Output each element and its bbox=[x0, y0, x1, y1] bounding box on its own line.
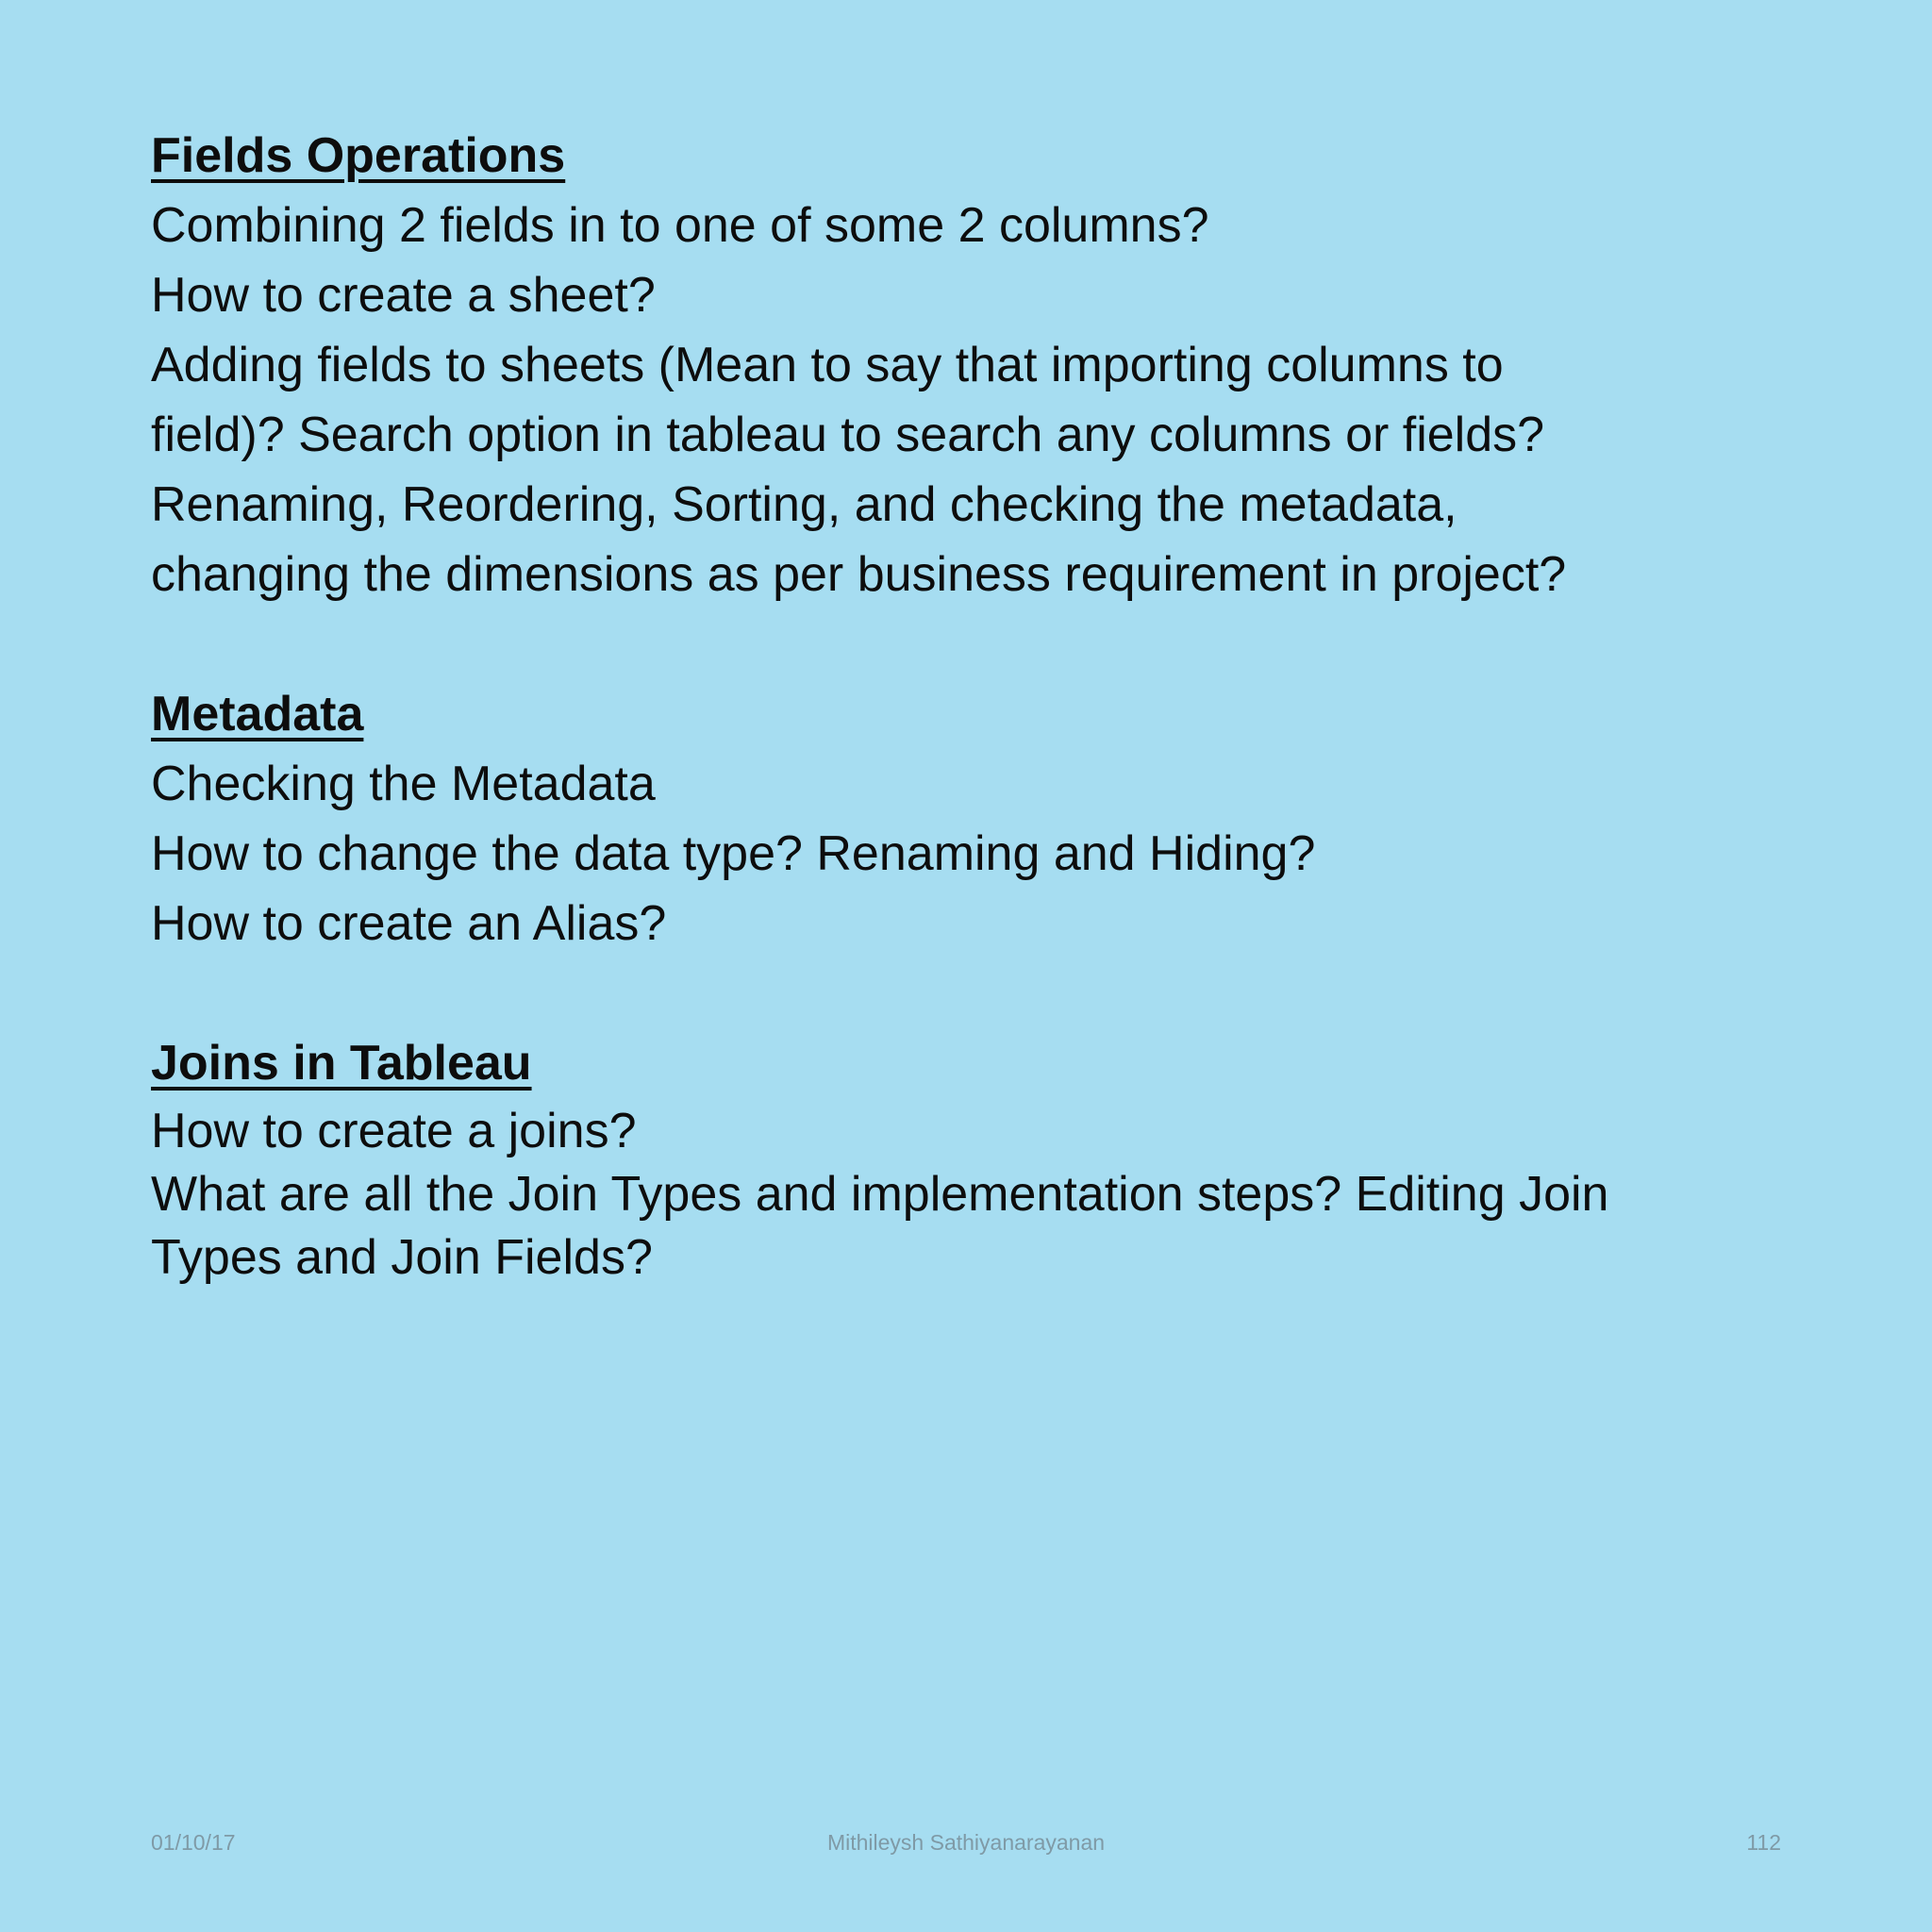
section-joins-in-tableau bbox=[151, 1028, 1774, 1290]
section-line: Checking the Metadata bbox=[151, 757, 656, 811]
section-line: Combining 2 fields in to one of some 2 columns? bbox=[151, 198, 1209, 253]
section-line: changing the dimensions as per business requirement in project? bbox=[151, 547, 1567, 602]
section-line: How to create a joins? bbox=[151, 1104, 637, 1158]
footer-author: Mithileysh Sathiyanarayanan bbox=[826, 1830, 1106, 1855]
section-line: How to create an Alias? bbox=[151, 896, 667, 951]
section-line: Adding fields to sheets (Mean to say that importing columns to bbox=[151, 338, 1504, 392]
footer-date: 01/10/17 bbox=[151, 1830, 236, 1855]
section-title-joins-in-tableau: Joins in Tableau bbox=[151, 1036, 532, 1091]
section-title-metadata: Metadata bbox=[151, 687, 364, 741]
section-fields-operations bbox=[151, 121, 1774, 609]
section-title-fields-operations: Fields Operations bbox=[151, 128, 566, 183]
section-line: Types and Join Fields? bbox=[151, 1230, 653, 1285]
footer-page-number: 112 bbox=[1746, 1830, 1781, 1855]
section-line: How to create a sheet? bbox=[151, 268, 656, 323]
section-line: How to change the data type? Renaming and Hiding? bbox=[151, 826, 1316, 881]
section-spacer bbox=[151, 958, 1774, 1028]
section-line: Renaming, Reordering, Sorting, and checking the metadata, bbox=[151, 477, 1457, 532]
section-spacer bbox=[151, 609, 1774, 679]
section-metadata bbox=[151, 679, 1774, 958]
section-line: What are all the Join Types and implementation steps? Editing Join bbox=[151, 1167, 1609, 1222]
slide-content bbox=[151, 121, 1774, 1290]
section-line: field)? Search option in tableau to search any columns or fields? bbox=[151, 408, 1545, 462]
